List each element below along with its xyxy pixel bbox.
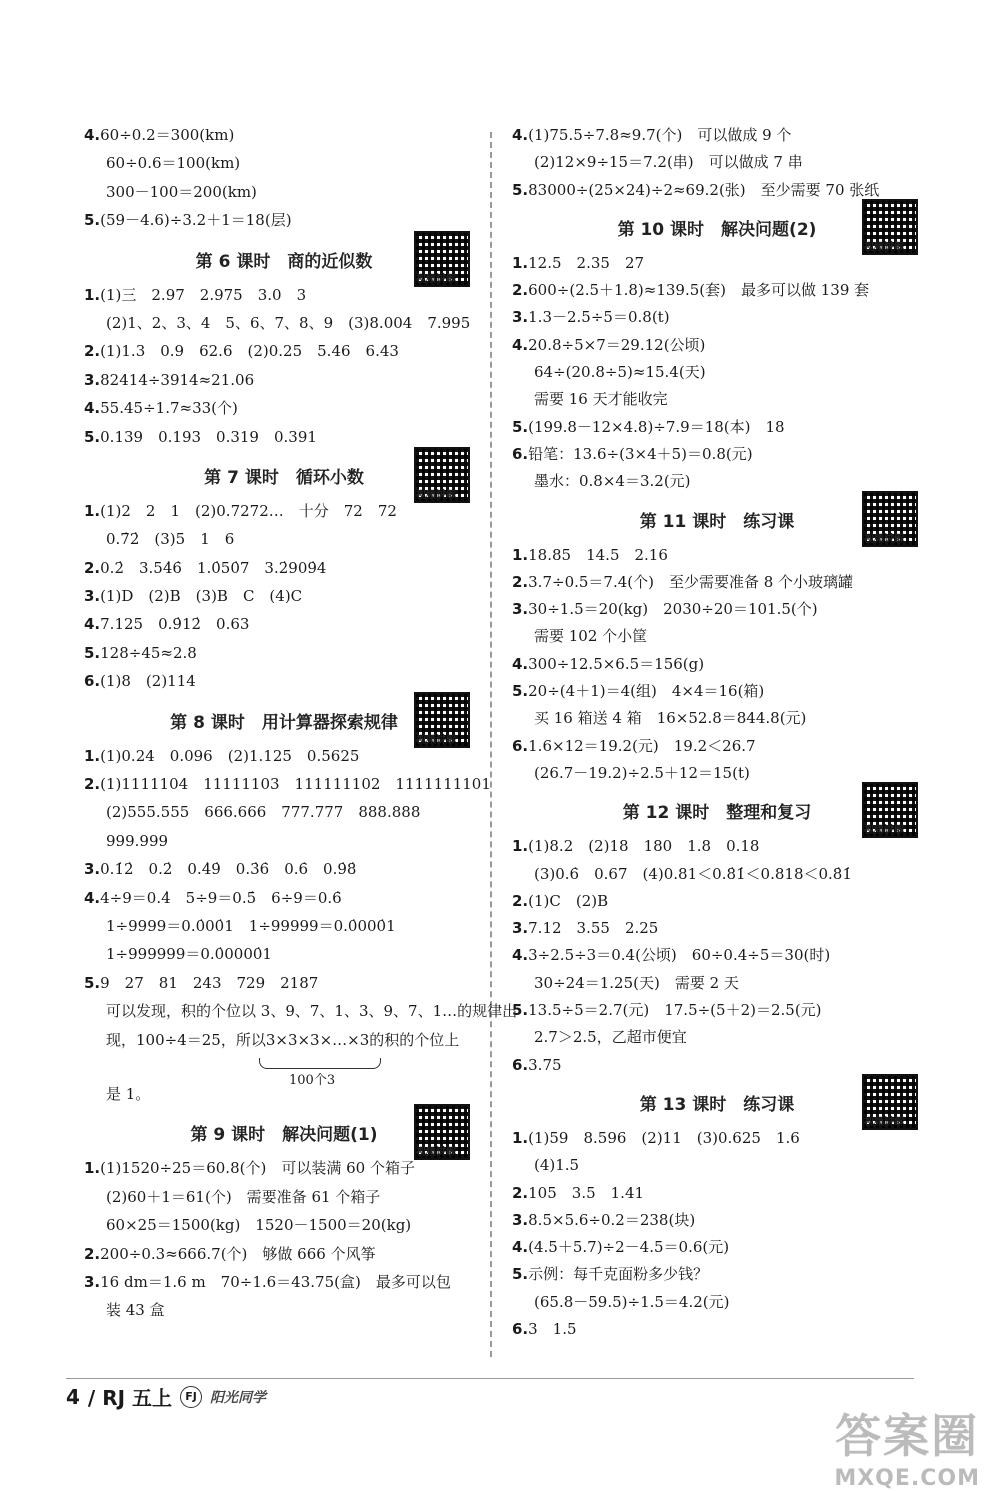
answer-text: (2)555.555 666.666 777.777 888.888 — [106, 803, 421, 822]
section-heading — [512, 499, 922, 545]
question-number: 5. — [84, 427, 101, 446]
answer-text: (59－4.6)÷3.2＋1＝18(层) — [100, 211, 292, 230]
answer-text: 1.3－2.5÷5＝0.8(t) — [528, 308, 670, 327]
left-column — [84, 125, 518, 1329]
answer-text: (2)12×9÷15＝7.2(串) 可以做成 7 串 — [534, 153, 803, 172]
answer-text: 300－100＝200(km) — [106, 182, 257, 201]
answer-line — [84, 831, 484, 852]
answer-line — [84, 916, 484, 937]
qr-caption: 视频讲解 — [416, 273, 456, 285]
answer-text: (2)60＋1＝61(个) 需要准备 61 个箱子 — [106, 1187, 381, 1206]
answer-line — [84, 558, 484, 579]
answer-line — [512, 444, 922, 465]
answer-text: 13.5÷5＝2.7(元) 17.5÷(5＋2)＝2.5(元) — [528, 1001, 822, 1020]
question-number: 3. — [512, 308, 529, 327]
question-number: 3. — [84, 587, 101, 606]
question-number: 4. — [512, 946, 529, 965]
answer-text: 64÷(20.8÷5)≈15.4(天) — [534, 363, 706, 382]
answer-line — [84, 153, 484, 174]
answer-line — [84, 1187, 484, 1208]
answer-line — [84, 1244, 484, 1265]
question-number: 1. — [84, 285, 101, 304]
answer-line — [512, 572, 922, 593]
answer-text: 3.7÷0.5＝7.4(个) 至少需要准备 8 个小玻璃罐 — [528, 572, 854, 591]
answer-line — [84, 1215, 484, 1236]
answer-line — [512, 708, 922, 729]
answer-text: (1)8.2 (2)18 180 1.8 0.18 — [528, 837, 760, 856]
question-number: 3. — [512, 600, 529, 619]
answer-text: 3.75 — [528, 1055, 562, 1074]
question-number: 2. — [84, 558, 101, 577]
underbrace — [84, 1058, 484, 1088]
answer-text: (4)1.5 — [534, 1156, 580, 1175]
column-divider — [490, 132, 492, 1357]
answer-line — [84, 1272, 484, 1293]
question-number: 2. — [512, 891, 529, 910]
answer-text: (1)1520÷25＝60.8(个) 可以装满 60 个箱子 — [100, 1159, 415, 1178]
section-heading — [512, 790, 922, 836]
answer-text: (1)三 2.97 2.975 3.0 3 — [100, 285, 307, 304]
answer-line — [84, 643, 484, 664]
answer-text: 128÷45≈2.8 — [100, 643, 197, 662]
answer-line — [84, 125, 484, 146]
answer-line — [84, 746, 484, 767]
qr-caption: 视频讲解 — [416, 1147, 456, 1159]
answer-line — [84, 1158, 484, 1179]
section-heading — [84, 700, 484, 746]
question-number: 6. — [512, 1055, 529, 1074]
answer-text: 200÷0.3≈666.7(个) 够做 666 个风筝 — [100, 1244, 376, 1263]
question-number: 2. — [512, 281, 529, 300]
answer-text: 是 1。 — [106, 1084, 151, 1103]
answer-text: 0.7̇2̇ (3)5 1 6 — [106, 530, 235, 549]
answer-text: 8.5×5.6÷0.2＝238(块) — [528, 1210, 696, 1229]
question-number: 6. — [512, 736, 529, 755]
answer-text: 7.125 0.9̇12̇ 0.63 — [100, 615, 250, 634]
answer-line — [84, 1084, 484, 1105]
answer-line — [84, 973, 484, 994]
answer-text: 55.45÷1.7≈33(个) — [100, 399, 238, 418]
answer-text: 30÷24＝1.25(天) 需要 2 天 — [534, 973, 739, 992]
answer-line — [84, 859, 484, 880]
answer-text: 20.8÷5×7＝29.12(公顷) — [528, 335, 706, 354]
question-number: 4. — [512, 335, 529, 354]
footer-rule — [66, 1378, 914, 1379]
question-number: 2. — [512, 572, 529, 591]
question-number: 6. — [512, 1319, 529, 1338]
answer-line — [84, 313, 484, 334]
answer-line — [512, 1027, 922, 1048]
section-title: 第 8 课时 用计算器探索规律 — [170, 712, 398, 733]
answer-line — [512, 836, 922, 857]
answer-text: 60×25＝1500(kg) 1520－1500＝20(kg) — [106, 1216, 412, 1235]
answer-line — [84, 1030, 484, 1051]
answer-line — [512, 335, 922, 356]
answer-line — [512, 973, 922, 994]
answer-line — [84, 774, 491, 795]
question-number: 4. — [512, 654, 529, 673]
question-number: 3. — [512, 1210, 529, 1229]
answer-line — [84, 285, 484, 306]
question-number: 5. — [84, 211, 101, 230]
question-number: 4. — [84, 399, 101, 418]
answer-text: (3)0.6̇ 0.67 (4)0.81＜0.8̇1̇＜0.818＜0.8̇1̇ — [534, 864, 852, 883]
answer-text: 买 16 箱送 4 箱 16×52.8＝844.8(元) — [534, 709, 807, 728]
answer-line — [512, 864, 922, 885]
answer-line — [84, 370, 484, 391]
answer-text: (65.8－59.5)÷1.5＝4.2(元) — [534, 1292, 730, 1311]
section-heading — [84, 455, 484, 501]
watermark-url: MXQE.COM — [834, 1466, 980, 1491]
answer-text: 60÷0.2＝300(km) — [100, 126, 235, 144]
answer-line — [84, 398, 484, 419]
answer-line — [512, 1264, 922, 1285]
answer-text: 需要 102 个小筐 — [534, 627, 648, 646]
brace-label: 100个3 — [289, 1072, 336, 1088]
answer-line — [512, 599, 922, 620]
answer-text: (1)D (2)B (3)B C (4)C — [100, 587, 303, 606]
answer-line — [512, 1055, 922, 1076]
answer-text: 示例：每千克面粉多少钱？ — [528, 1265, 709, 1284]
answer-text: 999.999 — [106, 831, 169, 850]
question-number: 1. — [84, 1159, 101, 1178]
answer-text: 需要 16 天才能收完 — [534, 390, 668, 409]
section-heading — [84, 239, 484, 285]
question-number: 6. — [512, 444, 529, 463]
brand-badge: FJ — [180, 1386, 202, 1408]
right-column — [512, 125, 922, 1346]
question-number: 4. — [84, 615, 101, 634]
answer-line — [512, 1155, 922, 1176]
answer-text: (1)75.5÷7.8≈9.7(个) 可以做成 9 个 — [528, 126, 792, 144]
section-title: 第 9 课时 解决问题(1) — [190, 1125, 378, 1146]
question-number: 5. — [84, 643, 101, 662]
answer-text: 铅笔：13.6÷(3×4＋5)＝0.8(元) — [528, 444, 753, 463]
answer-line — [512, 654, 922, 675]
answer-line — [84, 802, 484, 823]
answer-text: 4÷9＝0.4̇ 5÷9＝0.5̇ 6÷9＝0.6̇ — [100, 888, 342, 907]
answer-line — [512, 1237, 922, 1258]
watermark — [834, 1400, 980, 1491]
answer-line — [512, 1183, 922, 1204]
page-number: 4 — [66, 1384, 80, 1409]
question-number: 2. — [84, 342, 101, 361]
answer-line — [512, 763, 922, 784]
question-number: 5. — [512, 1265, 529, 1284]
answer-line — [84, 501, 484, 522]
answer-line — [512, 471, 922, 492]
answer-line — [84, 182, 484, 203]
answer-line — [512, 626, 922, 647]
answer-text: 600÷(2.5＋1.8)≈139.5(套) 最多可以做 139 套 — [528, 281, 870, 300]
answer-line — [512, 1292, 922, 1313]
answer-text: 9 27 81 243 729 2187 — [100, 973, 319, 992]
answer-text: (1)0.24 0.096 (2)1.125 0.5625 — [100, 746, 360, 765]
question-number: 3. — [84, 1272, 101, 1291]
answer-text: 0.1̇2̇ 0.2̇ 0.4̇9̇ 0.3̇6̇ 0.6̇ 0.9̇8̇ — [100, 860, 357, 879]
question-number: 5. — [512, 417, 529, 436]
answer-text: (4.5＋5.7)÷2－4.5＝0.6(元) — [528, 1238, 730, 1257]
section-title: 第 10 课时 解决问题(2) — [617, 219, 817, 240]
answer-line — [84, 1300, 484, 1321]
question-number: 2. — [84, 775, 101, 794]
section-title: 第 11 课时 练习课 — [639, 511, 795, 532]
section-heading — [84, 1112, 484, 1158]
answer-line — [512, 1128, 922, 1149]
answer-text: 装 43 盒 — [106, 1301, 165, 1320]
answer-line — [84, 529, 484, 550]
question-number: 4. — [84, 126, 101, 144]
question-number: 1. — [512, 837, 529, 856]
qr-caption: 视频讲解 — [416, 734, 456, 746]
answer-text: (1)1111104 11111103 111111102 1111111101 — [100, 775, 491, 794]
answer-line — [512, 362, 922, 383]
question-number: 4. — [84, 888, 101, 907]
answer-line — [512, 891, 922, 912]
answer-text: 83000÷(25×24)÷2≈69.2(张) 至少需要 70 张纸 — [528, 180, 880, 199]
qr-caption: 视频讲解 — [416, 489, 456, 501]
answer-line — [512, 253, 922, 274]
page-footer — [66, 1382, 266, 1411]
answer-line — [512, 1210, 922, 1231]
answer-line — [84, 1001, 518, 1022]
question-number: 4. — [512, 1238, 529, 1257]
answer-line — [84, 671, 484, 692]
answer-text: 60÷0.6＝100(km) — [106, 154, 241, 173]
answer-text: 20÷(4＋1)＝4(组) 4×4＝16(箱) — [528, 682, 765, 701]
question-number: 4. — [512, 126, 529, 144]
answer-line — [84, 944, 484, 965]
qr-caption: 视频讲解 — [864, 533, 904, 545]
question-number: 1. — [84, 746, 101, 765]
answer-text: (1)59 8.596 (2)11 (3)0.625 1.6 — [528, 1128, 800, 1147]
answer-line — [512, 152, 922, 173]
brand-logo: 阳光同学 — [210, 1389, 266, 1406]
section-title: 第 7 课时 循环小数 — [204, 467, 364, 488]
watermark-title: 答案圈 — [835, 1409, 980, 1463]
answer-line — [512, 280, 922, 301]
answer-line — [512, 545, 922, 566]
answer-text: (1)2 2 1 (2)0.7272… 十分 72 72 — [100, 501, 397, 520]
answer-text: (1)C (2)B — [528, 891, 609, 910]
question-number: 6. — [84, 672, 101, 691]
section-title: 第 13 课时 练习课 — [639, 1094, 795, 1115]
answer-text: 105 3.5 1.41 — [528, 1183, 645, 1202]
answer-line — [84, 586, 484, 607]
answer-text: (2)1、2、3、4 5、6、7、8、9 (3)8.004 7.995 — [106, 313, 471, 332]
answer-text: 300÷12.5×6.5＝156(g) — [528, 654, 705, 673]
answer-text: 1÷999999＝0.0̇0000̇1 — [106, 945, 272, 964]
answer-text: 3÷2.5÷3＝0.4(公顷) 60÷0.4÷5＝30(时) — [528, 946, 831, 965]
answer-text: 0.2̇ 3.54̇6̇ 1.0̇50̇7 3.2̇909̇4 — [100, 558, 327, 577]
answer-text: 7.12 3.55 2.25 — [528, 919, 659, 938]
answer-line — [512, 918, 922, 939]
answer-line — [512, 945, 922, 966]
qr-caption: 视频讲解 — [864, 1116, 904, 1128]
answer-text: 12.5 2.35 27 — [528, 253, 645, 272]
section-heading — [512, 1082, 922, 1128]
question-number: 3. — [84, 860, 101, 879]
question-number: 2. — [84, 1244, 101, 1263]
answer-text: 可以发现，积的个位以 3、9、7、1、3、9、7、1…的规律出 — [106, 1002, 518, 1021]
answer-text: 墨水：0.8×4＝3.2(元) — [534, 472, 691, 491]
answer-line — [84, 888, 484, 909]
answer-text: 3 1.5 — [528, 1319, 577, 1338]
answer-line — [512, 417, 922, 438]
question-number: 5. — [512, 1001, 529, 1020]
section-heading — [512, 207, 922, 253]
answer-text: 16 dm＝1.6 m 70÷1.6＝43.75(盒) 最多可以包 — [100, 1272, 451, 1291]
qr-caption: 视频讲解 — [864, 241, 904, 253]
answer-line — [512, 125, 922, 146]
question-number: 5. — [84, 973, 101, 992]
qr-caption: 视频讲解 — [864, 825, 904, 837]
answer-text: 2.7＞2.5，乙超市便宜 — [534, 1028, 687, 1047]
answer-line — [512, 307, 922, 328]
question-number: 3. — [512, 919, 529, 938]
question-number: 1. — [84, 501, 101, 520]
answer-text: 82414÷3914≈21.06 — [100, 370, 255, 389]
answer-line — [512, 1000, 922, 1021]
answer-line — [512, 681, 922, 702]
question-number: 1. — [512, 545, 529, 564]
answer-text: (1)1.3 0.9 62.6 (2)0.25 5.46 6.43 — [100, 342, 399, 361]
question-number: 5. — [512, 180, 529, 199]
answer-text: 1÷9999＝0.0̇00̇1 1÷99999＝0.0̇000̇1 — [106, 916, 396, 935]
answer-text: 30÷1.5＝20(kg) 2030÷20＝101.5(个) — [528, 600, 818, 619]
answer-line — [84, 210, 484, 231]
answer-line — [512, 736, 922, 757]
answer-line — [512, 389, 922, 410]
brace-shape — [259, 1058, 381, 1069]
answer-text: 现，100÷4＝25，所以3×3×3×…×3的积的个位上 — [106, 1030, 460, 1049]
answer-line — [84, 341, 484, 362]
question-number: 5. — [512, 682, 529, 701]
question-number: 2. — [512, 1183, 529, 1202]
section-title: 第 12 课时 整理和复习 — [622, 803, 812, 824]
answer-text: (199.8－12×4.8)÷7.9＝18(本) 18 — [528, 417, 785, 436]
answer-text: 1.6×12＝19.2(元) 19.2＜26.7 — [528, 736, 756, 755]
answer-line — [512, 1319, 922, 1340]
answer-line — [512, 180, 922, 201]
section-title: 第 6 课时 商的近似数 — [195, 251, 373, 272]
answer-text: (26.7－19.2)÷2.5＋12＝15(t) — [534, 763, 750, 782]
question-number: 3. — [84, 370, 101, 389]
answer-line — [84, 427, 484, 448]
answer-text: (1)8 (2)114 — [100, 672, 196, 691]
answer-line — [84, 614, 484, 635]
answer-text: 18.85 14.5 2.16 — [528, 545, 668, 564]
question-number: 1. — [512, 253, 529, 272]
answer-text: 0.139 0.193 0.319 0.391 — [100, 427, 317, 446]
question-number: 1. — [512, 1128, 529, 1147]
book-label: / RJ 五上 — [87, 1386, 172, 1410]
